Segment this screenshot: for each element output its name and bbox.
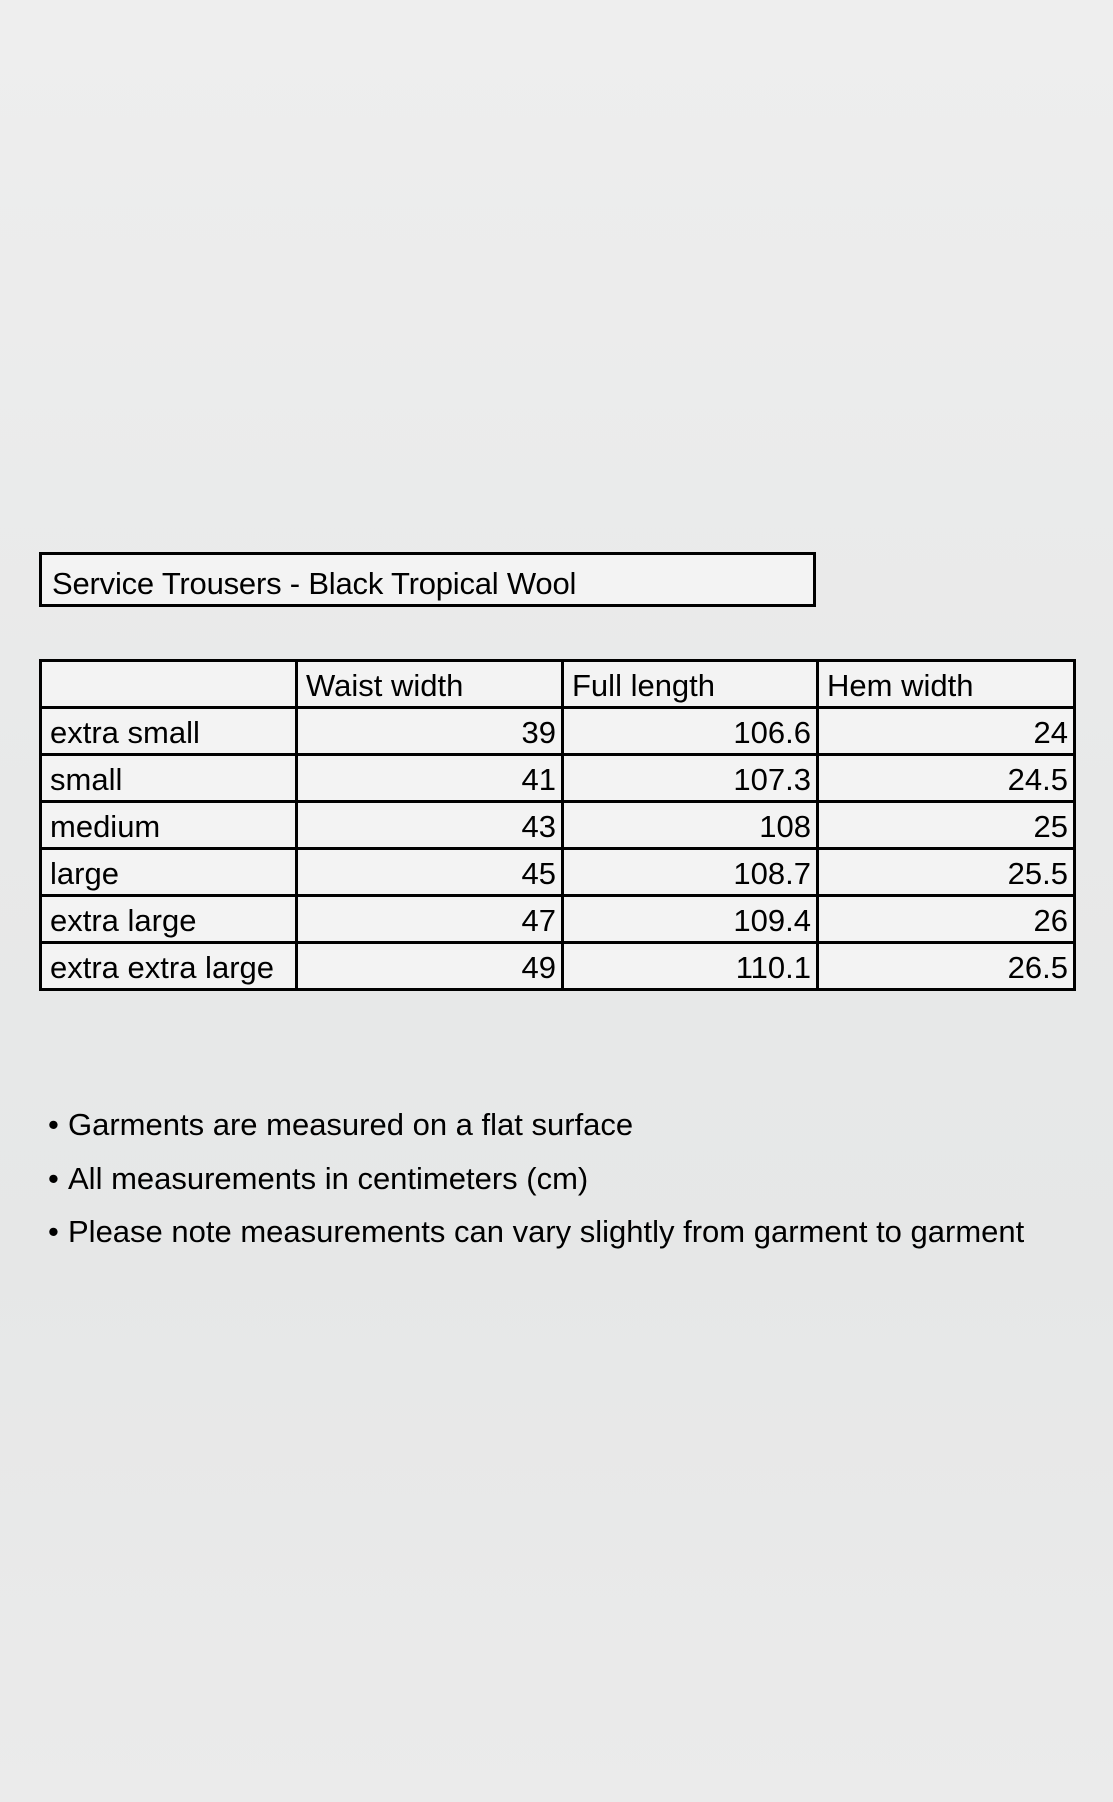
table-row	[41, 802, 1075, 849]
header-waist-width: Waist width	[297, 661, 563, 708]
header-size	[41, 661, 297, 708]
note-item	[48, 1098, 1024, 1152]
size-table	[39, 659, 1076, 991]
size-label: small	[41, 755, 297, 802]
title-box	[39, 552, 816, 607]
size-label: large	[41, 849, 297, 896]
hem-width-value: 25.5	[818, 849, 1075, 896]
waist-width-value: 41	[297, 755, 563, 802]
product-title: Service Trousers - Black Tropical Wool	[52, 566, 577, 601]
bullet: •	[48, 1107, 59, 1142]
size-label: extra extra large	[41, 943, 297, 990]
note-text: All measurements in centimeters (cm)	[68, 1160, 589, 1196]
measurement-notes	[48, 1098, 1024, 1259]
waist-width-value: 43	[297, 802, 563, 849]
full-length-value: 107.3	[563, 755, 818, 802]
note-item	[48, 1205, 1024, 1259]
size-label: extra small	[41, 708, 297, 755]
waist-width-value: 45	[297, 849, 563, 896]
table-row	[41, 943, 1075, 990]
size-label: extra large	[41, 896, 297, 943]
table-header-row	[41, 661, 1075, 708]
table-row	[41, 755, 1075, 802]
table-row	[41, 708, 1075, 755]
header-hem-width: Hem width	[818, 661, 1075, 708]
hem-width-value: 24	[818, 708, 1075, 755]
full-length-value: 106.6	[563, 708, 818, 755]
note-text: Please note measurements can vary slightly from garment to garment	[68, 1214, 1025, 1249]
hem-width-value: 26.5	[818, 943, 1075, 990]
hem-width-value: 25	[818, 802, 1075, 849]
bullet: •	[48, 1214, 59, 1249]
note-text: Garments are measured on a flat surface	[68, 1107, 634, 1142]
table-row	[41, 849, 1075, 896]
table-row	[41, 896, 1075, 943]
waist-width-value: 49	[297, 943, 563, 990]
hem-width-value: 26	[818, 896, 1075, 943]
full-length-value: 109.4	[563, 896, 818, 943]
full-length-value: 108.7	[563, 849, 818, 896]
header-full-length: Full length	[563, 661, 818, 708]
bullet: •	[48, 1160, 59, 1196]
full-length-value: 108	[563, 802, 818, 849]
waist-width-value: 47	[297, 896, 563, 943]
hem-width-value: 24.5	[818, 755, 1075, 802]
full-length-value: 110.1	[563, 943, 818, 990]
waist-width-value: 39	[297, 708, 563, 755]
note-item	[48, 1152, 1024, 1206]
size-label: medium	[41, 802, 297, 849]
